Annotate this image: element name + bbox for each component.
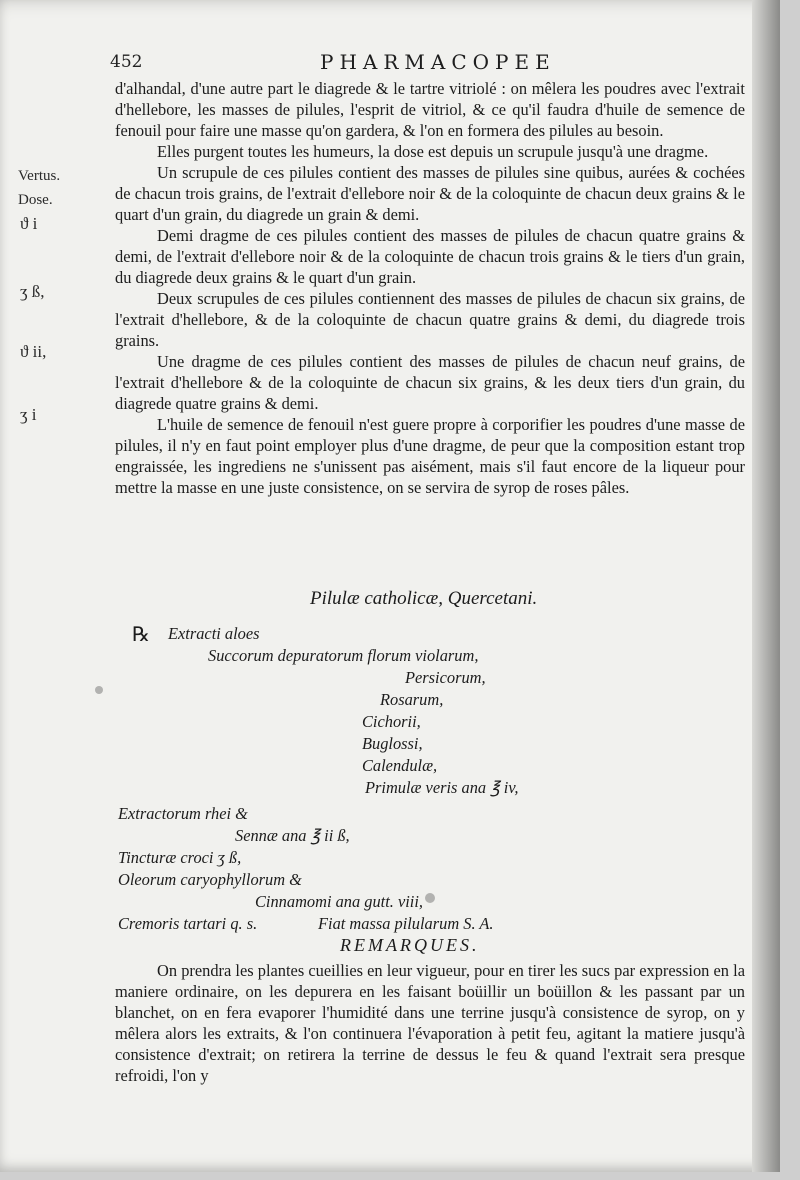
recipe-line: Extracti aloes bbox=[168, 624, 260, 643]
margin-note-dose: Dose. bbox=[18, 192, 53, 208]
remarques-text bbox=[115, 960, 745, 1086]
recipe-line: Cichorii, bbox=[362, 712, 421, 731]
paragraph-6: Une dragme de ces pilules contient des masses de pilules de chacun neuf grains, de l'extrait d'hellebore & de la coloquinte de chacun six grains, & les deux tiers d'un grain, du diagrede quatre grains & demi. bbox=[115, 352, 745, 413]
margin-note-dose-4: ʒ i bbox=[20, 405, 37, 424]
recipe-line: Succorum depuratorum florum violarum, bbox=[208, 646, 479, 665]
recipe-line: Cremoris tartari q. s. bbox=[118, 914, 258, 933]
recipe-line: Sennæ ana ℥ ii ß, bbox=[235, 826, 350, 845]
margin-note-dose-3: ϑ ii, bbox=[20, 342, 47, 361]
recipe-line: Fiat massa pilularum S. A. bbox=[318, 914, 494, 933]
paragraph-2: Elles purgent toutes les humeurs, la dose est depuis un scrupule jusqu'à une dragme. bbox=[157, 142, 709, 161]
page-header bbox=[110, 48, 750, 78]
paragraph-5: Deux scrupules de ces pilules contiennent des masses de pilules de chacun six grains, de l'extrait d'hellebore, & de la coloquinte de chacun quatre grains & demi, du diagrede trois grains. bbox=[115, 289, 745, 350]
recipe-line: Primulæ veris ana ℥ iv, bbox=[365, 778, 519, 797]
ink-smudge bbox=[95, 686, 103, 694]
recipe-line: Extractorum rhei & bbox=[118, 804, 248, 823]
page-edge-shadow bbox=[752, 0, 780, 1172]
recipe-title: Pilulæ catholicæ, Quercetani. bbox=[310, 588, 538, 609]
recipe-line: Rosarum, bbox=[380, 690, 444, 709]
recipe-line: Persicorum, bbox=[405, 668, 486, 687]
remarques-paragraph-1: On prendra les plantes cueillies en leur vigueur, pour en tirer les sucs par expression en la maniere ordinaire, on les depurera en les faisant boüillir un boüillon & les passant par un blanchet, on en fera evaporer l'humidité dans une terrine jusqu'à consistence de syrop, on y mêlera alors les extraits, & l'on continuera l'évaporation à petit feu, agitant la matiere jusqu'à consistence d'extrait; on retirera la terrine de dessus le feu & quand l'extrait sera presque refroidi, l'on y bbox=[115, 961, 745, 1085]
recipe-line: Buglossi, bbox=[362, 734, 423, 753]
recipe-line: Tincturæ croci ʒ ß, bbox=[118, 848, 242, 867]
paragraph-7: L'huile de semence de fenouil n'est guere propre à corporifier les poudres d'une masse de pilules, il n'y en faut point employer plus d'une dragme, de peur que la composition estant trop engraissée, les ingrediens ne s'unissent pas aisément, mais s'il faut encore de la liqueur pour mettre la masse en une juste consistence, on se servira de syrop de roses pâles. bbox=[115, 415, 745, 497]
recipe-symbol-icon: ℞ bbox=[132, 622, 150, 646]
recipe-line: Calendulæ, bbox=[362, 756, 438, 775]
recipe-line: Cinnamomi ana gutt. viii, bbox=[255, 892, 424, 911]
paragraph-1: d'alhandal, d'une autre part le diagrede & le tartre vitriolé : on mêlera les poudres avec l'extrait d'hellebore, les masses de pilules, l'esprit de vitriol, & ce qu'il faudra d'huile de semence de fenouil pour faire une masse qu'on gardera, & l'on en formera des pilules au besoin. bbox=[115, 79, 745, 140]
paragraph-4: Demi dragme de ces pilules contient des masses de pilules de chacun quatre grains & demi, de l'extrait d'ellebore noir & de la coloquinte de chacun trois grains & le tiers d'un grain, du diagrede deux grains & le quart d'un grain. bbox=[115, 226, 745, 287]
margin-note-dose-2: ʒ ß, bbox=[20, 282, 45, 301]
paragraph-3: Un scrupule de ces pilules contient des masses de pilules sine quibus, aurées & cochées de chacun trois grains, de l'extrait d'ellebore noir & de la coloquinte de chacun deux grains & le quart d'un grain, du diagrede un grain & demi. bbox=[115, 163, 745, 224]
margin-note-dose-1: ϑ i bbox=[20, 214, 38, 233]
ink-smudge bbox=[425, 893, 435, 903]
body-text bbox=[115, 78, 745, 498]
running-head: PHARMACOPEE bbox=[320, 50, 556, 74]
margin-note-vertus: Vertus. bbox=[18, 168, 61, 184]
recipe-line: Oleorum caryophyllorum & bbox=[118, 870, 302, 889]
page-number: 452 bbox=[110, 52, 143, 72]
remarques-title: REMARQUES. bbox=[340, 935, 480, 955]
